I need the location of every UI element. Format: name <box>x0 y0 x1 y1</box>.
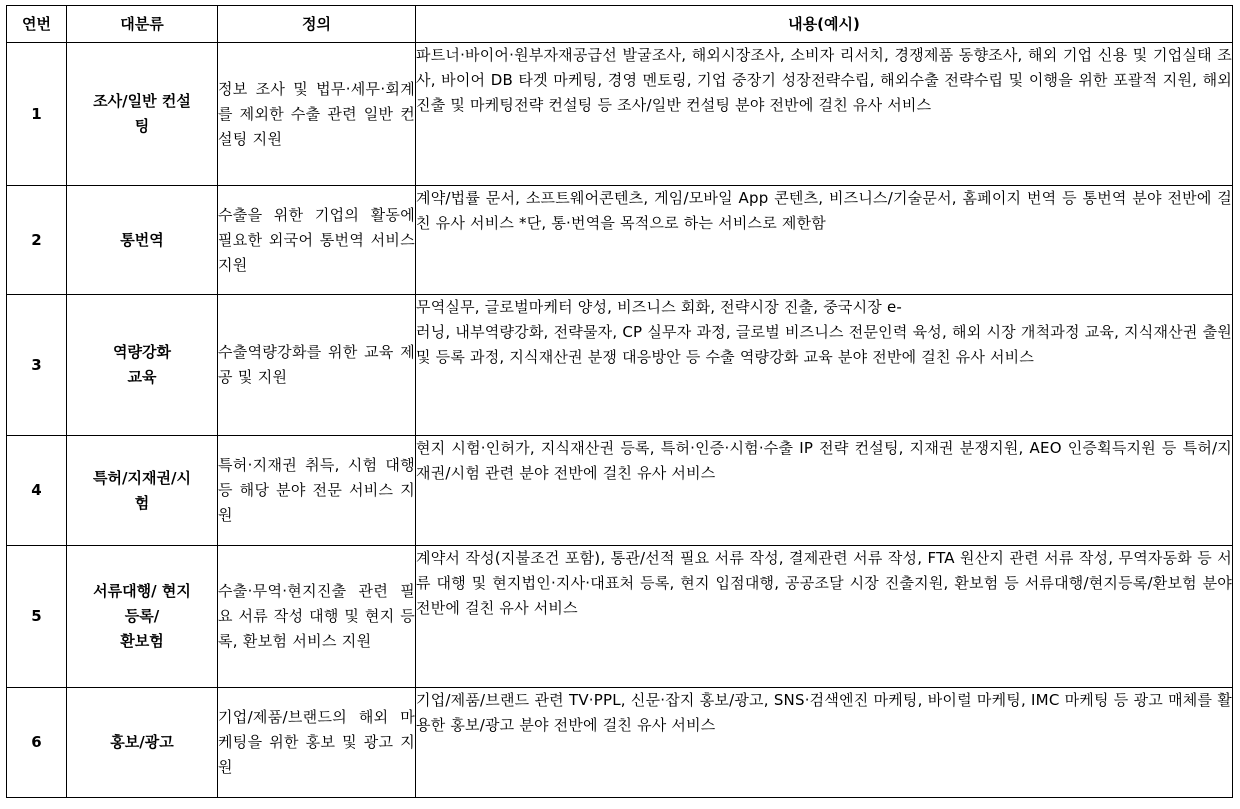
service-category-table <box>6 5 1233 798</box>
row-definition: 특허·지재권 취득, 시험 대행 등 해당 분야 전문 서비스 지원 <box>218 436 416 546</box>
row-examples: 기업/제품/브랜드 관련 TV·PPL, 신문·잡지 홍보/광고, SNS·검색엔진 마케팅, 바이럴 마케팅, IMC 마케팅 등 광고 매체를 활용한 홍보/광고 분야 전반에 걸친 유사 서비스 <box>416 688 1233 798</box>
row-examples: 계약/법률 문서, 소프트웨어콘텐츠, 게임/모바일 App 콘텐츠, 비즈니스/기술문서, 홈페이지 번역 등 통번역 분야 전반에 걸친 유사 서비스 *단, 통·번역을 목적으로 하는 서비스로 제한함 <box>416 186 1233 295</box>
row-examples: 계약서 작성(지불조건 포함), 통관/선적 필요 서류 작성, 결제관련 서류 작성, FTA 원산지 관련 서류 작성, 무역자동화 등 서류 대행 및 현지법인·지사·대표처 등록, 현지 입점대행, 공공조달 시장 진출지원, 환보험 등 서류대행/현지등록/환보험 분야 전반에 걸친 유사 서비스 <box>416 546 1233 688</box>
table-row <box>7 546 1233 688</box>
header-category: 대분류 <box>67 6 218 43</box>
table-row <box>7 43 1233 186</box>
table-row <box>7 295 1233 436</box>
header-examples: 내용(예시) <box>416 6 1233 43</box>
row-number: 5 <box>7 546 67 688</box>
row-number: 3 <box>7 295 67 436</box>
row-examples: 파트너·바이어·원부자재공급선 발굴조사, 해외시장조사, 소비자 리서치, 경쟁제품 동향조사, 해외 기업 신용 및 기업실태 조사, 바이어 DB 타겟 마케팅, 경영 멘토링, 기업 중장기 성장전략수립, 해외수출 전략수립 및 이행을 위한 포괄적 지원, 해외진출 및 마케팅전략 컨설팅 등 조사/일반 컨설팅 분야 전반에 걸친 유사 서비스 <box>416 43 1233 186</box>
row-number: 6 <box>7 688 67 798</box>
row-category: 조사/일반 컨설 팅 <box>67 43 218 186</box>
row-category: 특허/지재권/시 험 <box>67 436 218 546</box>
row-number: 1 <box>7 43 67 186</box>
row-examples: 무역실무, 글로벌마케터 양성, 비즈니스 회화, 전략시장 진출, 중국시장 e- 러닝, 내부역량강화, 전략물자, CP 실무자 과정, 글로벌 비즈니스 전문인력 육성, 해외 시장 개척과정 교육, 지식재산권 출원 및 등록 과정, 지식재산권 분쟁 대응방안 등 수출 역량강화 교육 분야 전반에 걸친 유사 서비스 <box>416 295 1233 436</box>
row-category: 홍보/광고 <box>67 688 218 798</box>
row-examples: 현지 시험·인허가, 지식재산권 등록, 특허·인증·시험·수출 IP 전략 컨설팅, 지재권 분쟁지원, AEO 인증획득지원 등 특허/지재권/시험 관련 분야 전반에 걸친 유사 서비스 <box>416 436 1233 546</box>
table-row <box>7 436 1233 546</box>
row-definition: 수출역량강화를 위한 교육 제공 및 지원 <box>218 295 416 436</box>
table-row <box>7 186 1233 295</box>
table-header-row <box>7 6 1233 43</box>
row-definition: 수출을 위한 기업의 활동에 필요한 외국어 통번역 서비스 지원 <box>218 186 416 295</box>
header-definition: 정의 <box>218 6 416 43</box>
row-definition: 수출·무역·현지진출 관련 필요 서류 작성 대행 및 현지 등록, 환보험 서비스 지원 <box>218 546 416 688</box>
row-category: 역량강화 교육 <box>67 295 218 436</box>
header-no: 연번 <box>7 6 67 43</box>
row-definition: 정보 조사 및 법무·세무·회계를 제외한 수출 관련 일반 컨설팅 지원 <box>218 43 416 186</box>
row-number: 4 <box>7 436 67 546</box>
table-row <box>7 688 1233 798</box>
row-category: 통번역 <box>67 186 218 295</box>
row-number: 2 <box>7 186 67 295</box>
row-category: 서류대행/ 현지 등록/ 환보험 <box>67 546 218 688</box>
row-definition: 기업/제품/브랜드의 해외 마케팅을 위한 홍보 및 광고 지원 <box>218 688 416 798</box>
